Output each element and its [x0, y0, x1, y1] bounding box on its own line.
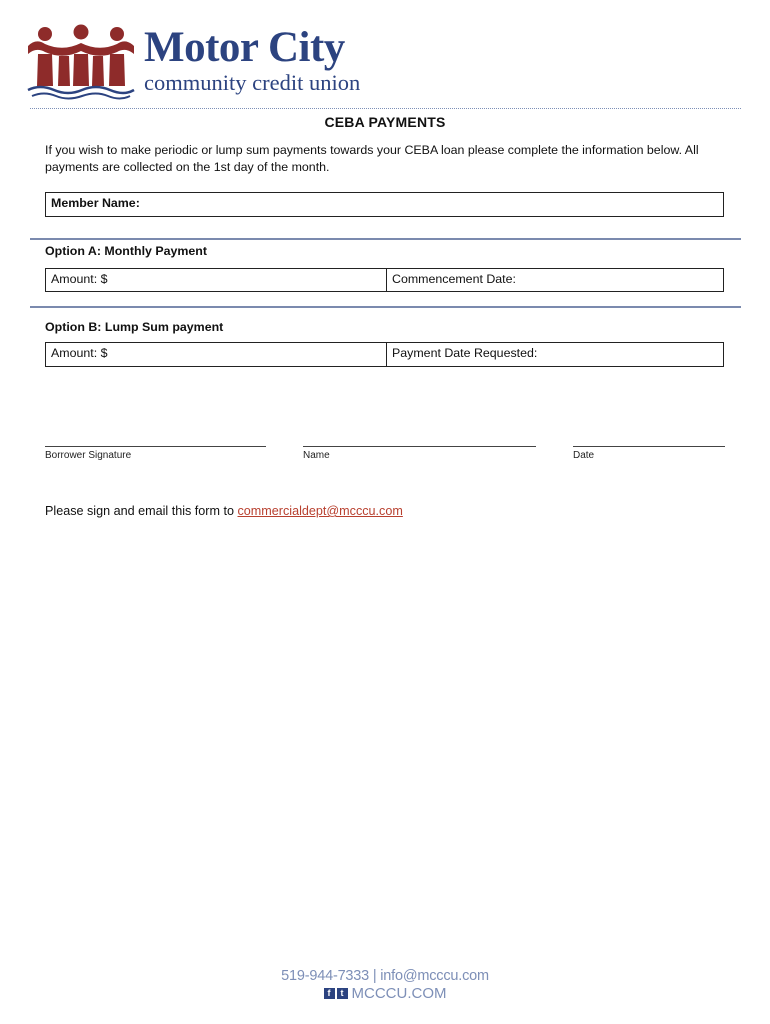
header-divider [30, 108, 741, 109]
option-a-heading: Option A: Monthly Payment [45, 244, 207, 258]
member-name-field[interactable] [45, 192, 724, 217]
date-label: Date [573, 450, 595, 461]
brand-name: Motor City [144, 24, 345, 71]
brand-tagline: community credit union [144, 70, 361, 95]
borrower-signature-label: Borrower Signature [45, 450, 132, 461]
footer-contact: 519-944-7333 | info@mcccu.com [281, 968, 489, 984]
form-title: CEBA PAYMENTS [324, 114, 446, 130]
option-b-divider [30, 306, 741, 308]
date-line[interactable] [573, 446, 725, 447]
name-line[interactable] [303, 446, 536, 447]
intro-paragraph: If you wish to make periodic or lump sum payments towards your CEBA loan please complete the information below. All payments are collected on the 1st day of the month. [45, 143, 699, 174]
website-link[interactable]: MCCCU.COM [351, 985, 447, 1002]
social-icons [324, 988, 348, 999]
email-instruction-text: Please sign and email this form to [45, 504, 238, 518]
footer-website-row [0, 985, 770, 1002]
email-link[interactable]: commercialdept@mcccu.com [237, 504, 403, 518]
borrower-signature-line[interactable] [45, 446, 266, 447]
member-name-label: Member Name: [51, 196, 140, 210]
option-a-divider [30, 238, 741, 240]
logo [26, 18, 366, 102]
email-instruction [45, 504, 403, 518]
facebook-icon[interactable]: f [324, 988, 335, 999]
option-b-row [45, 342, 724, 367]
option-b-heading: Option B: Lump Sum payment [45, 320, 224, 334]
option-a-row [45, 268, 724, 292]
option-b-amount-field[interactable]: Amount: $ [51, 346, 108, 360]
logo-figures-icon [26, 18, 138, 102]
option-b-payment-date-field[interactable]: Payment Date Requested: [386, 343, 723, 366]
option-a-commencement-date-field[interactable]: Commencement Date: [386, 269, 723, 291]
option-a-amount-field[interactable]: Amount: $ [51, 272, 108, 286]
twitter-icon[interactable]: t [337, 988, 348, 999]
name-label: Name [303, 450, 330, 461]
